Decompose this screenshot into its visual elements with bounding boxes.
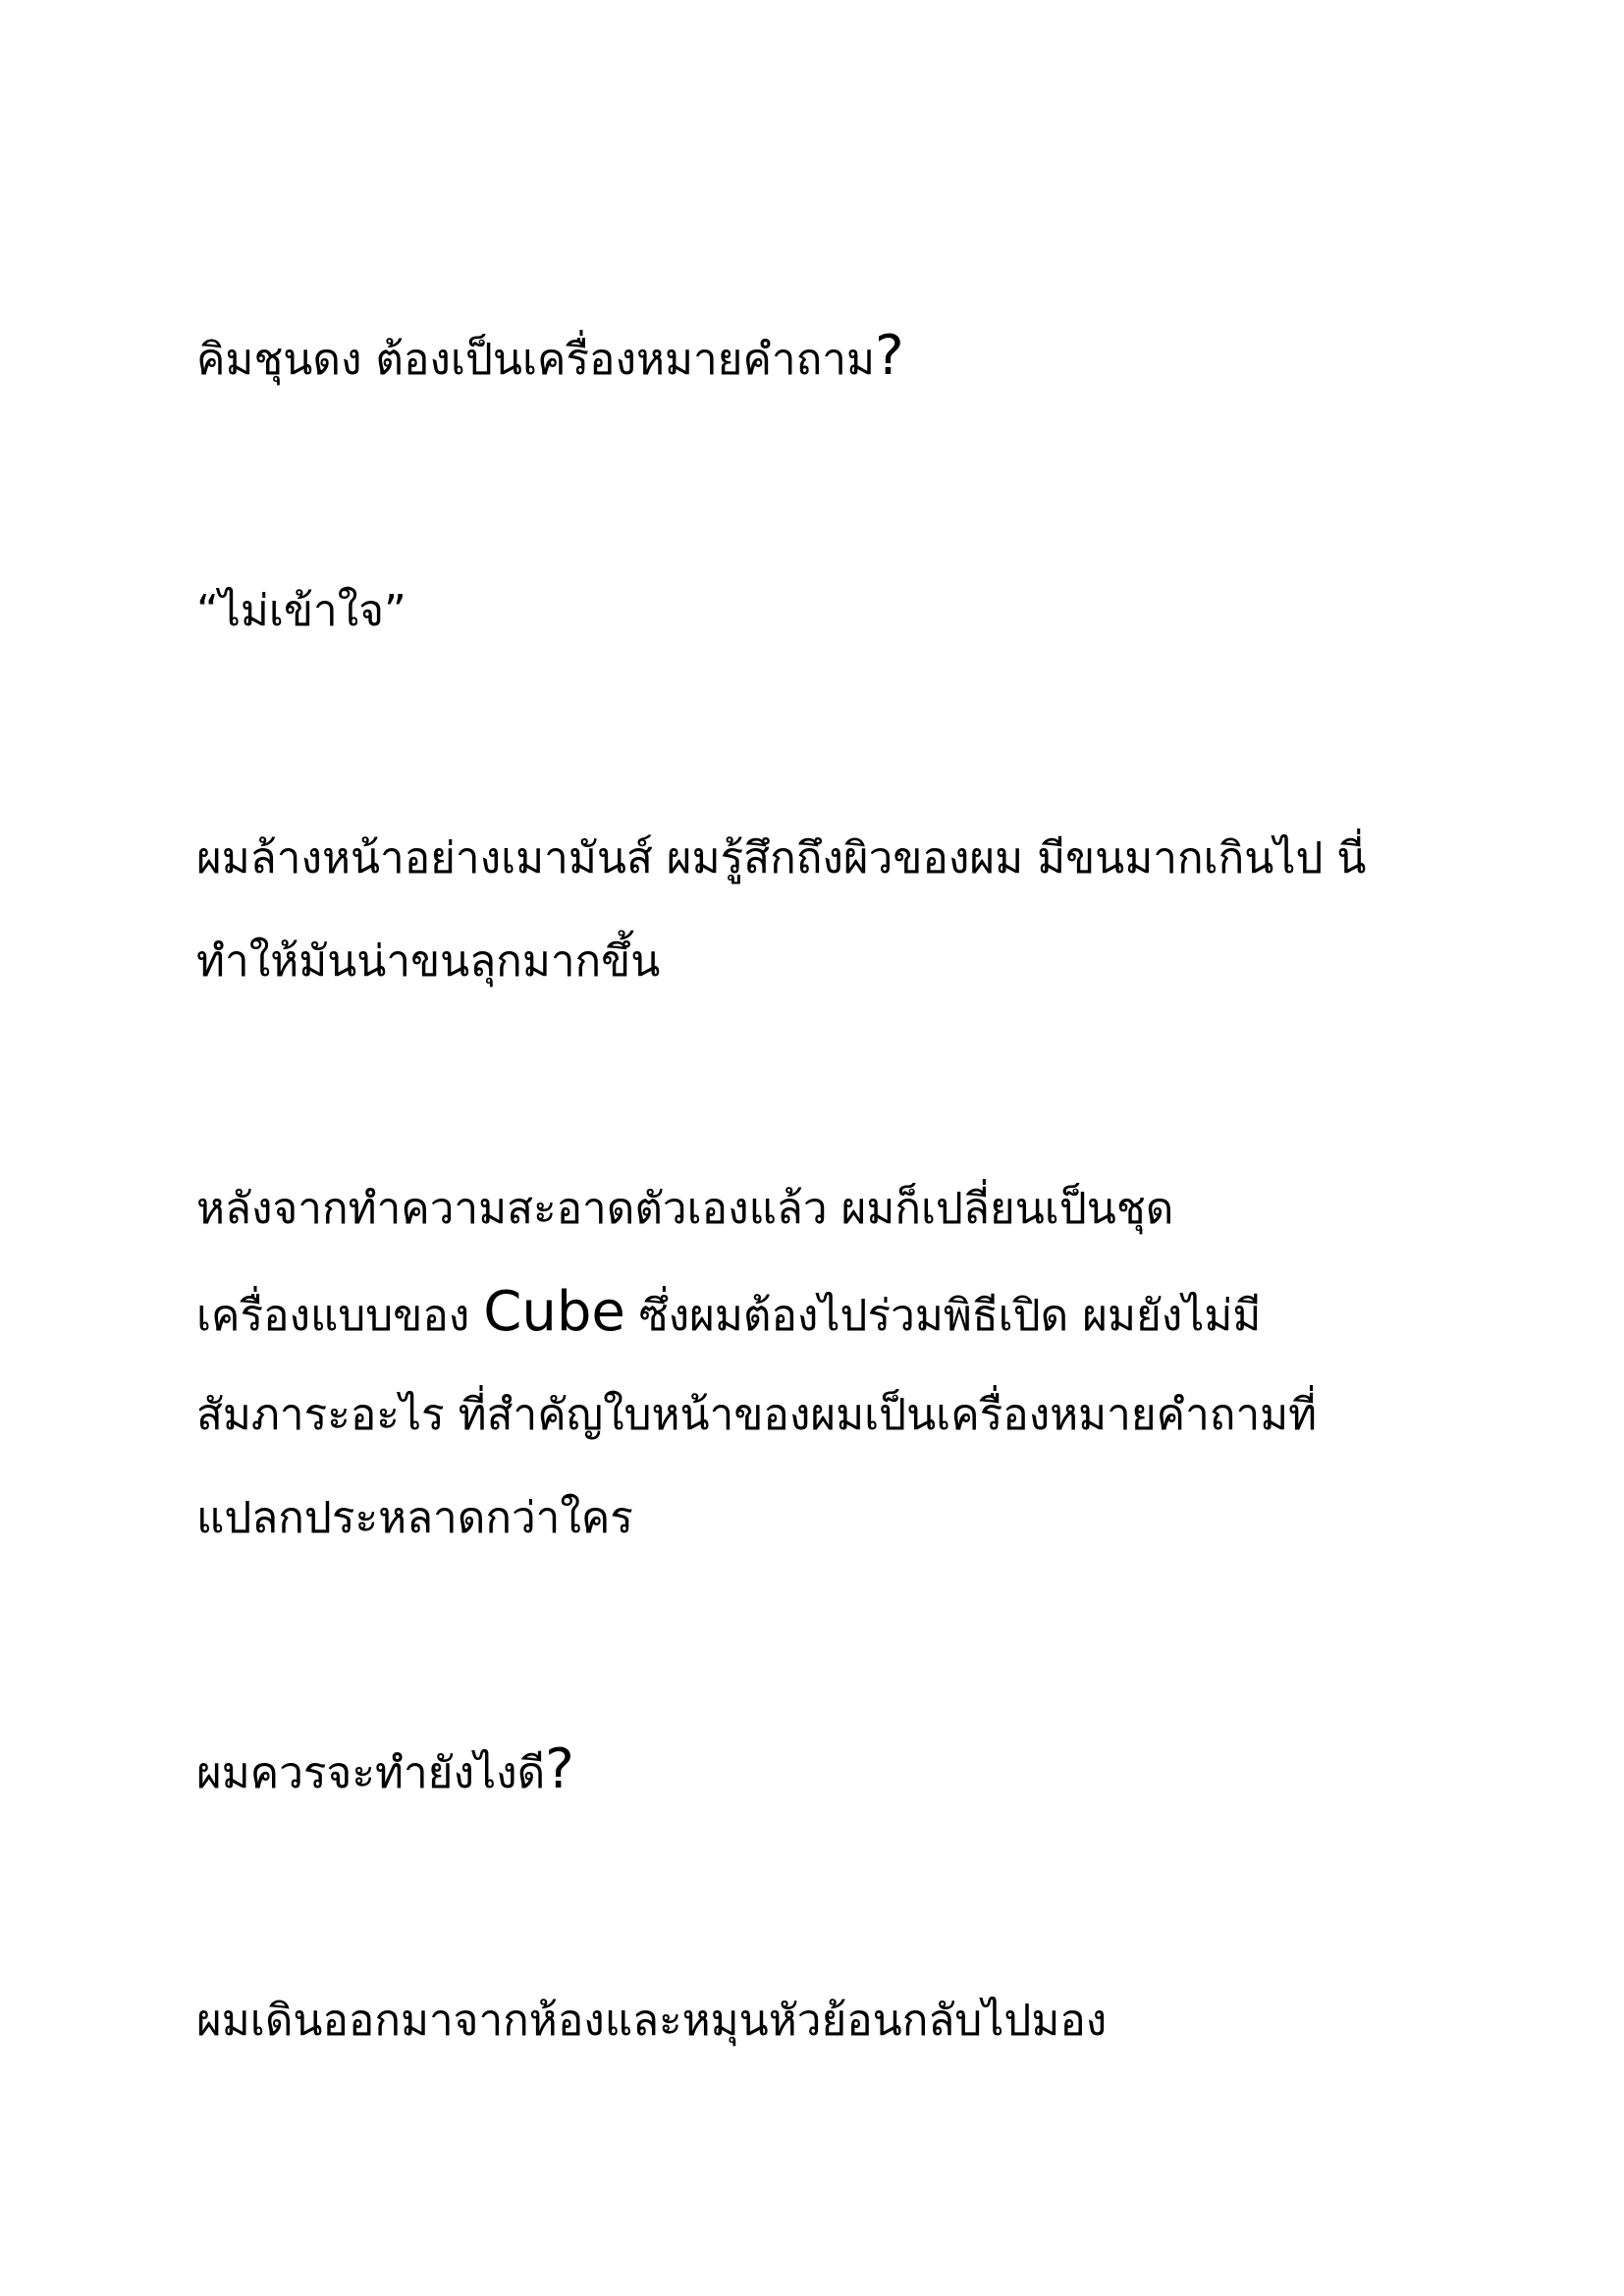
paragraph-5-line-1 (196, 1737, 1473, 1803)
text-span: เครื่องแบบของ (196, 1291, 484, 1341)
question-mark: ? (874, 324, 904, 388)
paragraph-6-line-1: ผมเดินออกมาจากห้องและหมุนหัวย้อนกลับไปมอง (196, 1996, 1108, 2046)
paragraph-4-line-4: แปลกประหลาดกว่าใคร (196, 1493, 633, 1543)
paragraph-3-line-2: ทำให้มันน่าขนลุกมากขึ้น (196, 936, 661, 987)
emphasized-word: Cube (483, 1280, 625, 1344)
paragraph-3-line-1: ผมล้างหน้าอย่างเมามันส์ ผมรู้สึกถึงผิวของผม มีขนมากเกินไป นี่ (196, 833, 1367, 883)
paragraph-1-line-1 (196, 324, 1473, 390)
text-span: ซึ่งผมต้องไปร่วมพิธีเปิด ผมยังไม่มี (624, 1291, 1262, 1341)
paragraph-2-line-1: “ไม่เข้าใจ” (196, 586, 406, 636)
paragraph-4-line-2 (196, 1280, 1473, 1346)
paragraph-4-line-3: สัมภาระอะไร ที่สำคัญใบหน้าของผมเป็นเครื่องหมายคำถามที่ (196, 1390, 1318, 1440)
question-mark: ? (545, 1737, 574, 1801)
paragraph-4-line-1: หลังจากทำความสะอาดตัวเองแล้ว ผมก็เปลี่ยนเป็นชุด (196, 1184, 1174, 1234)
text-span: คิมชุนดง ต้องเป็นเครื่องหมายคำถาม (196, 335, 875, 385)
text-span: ผมควรจะทำยังไงดี (196, 1748, 546, 1798)
